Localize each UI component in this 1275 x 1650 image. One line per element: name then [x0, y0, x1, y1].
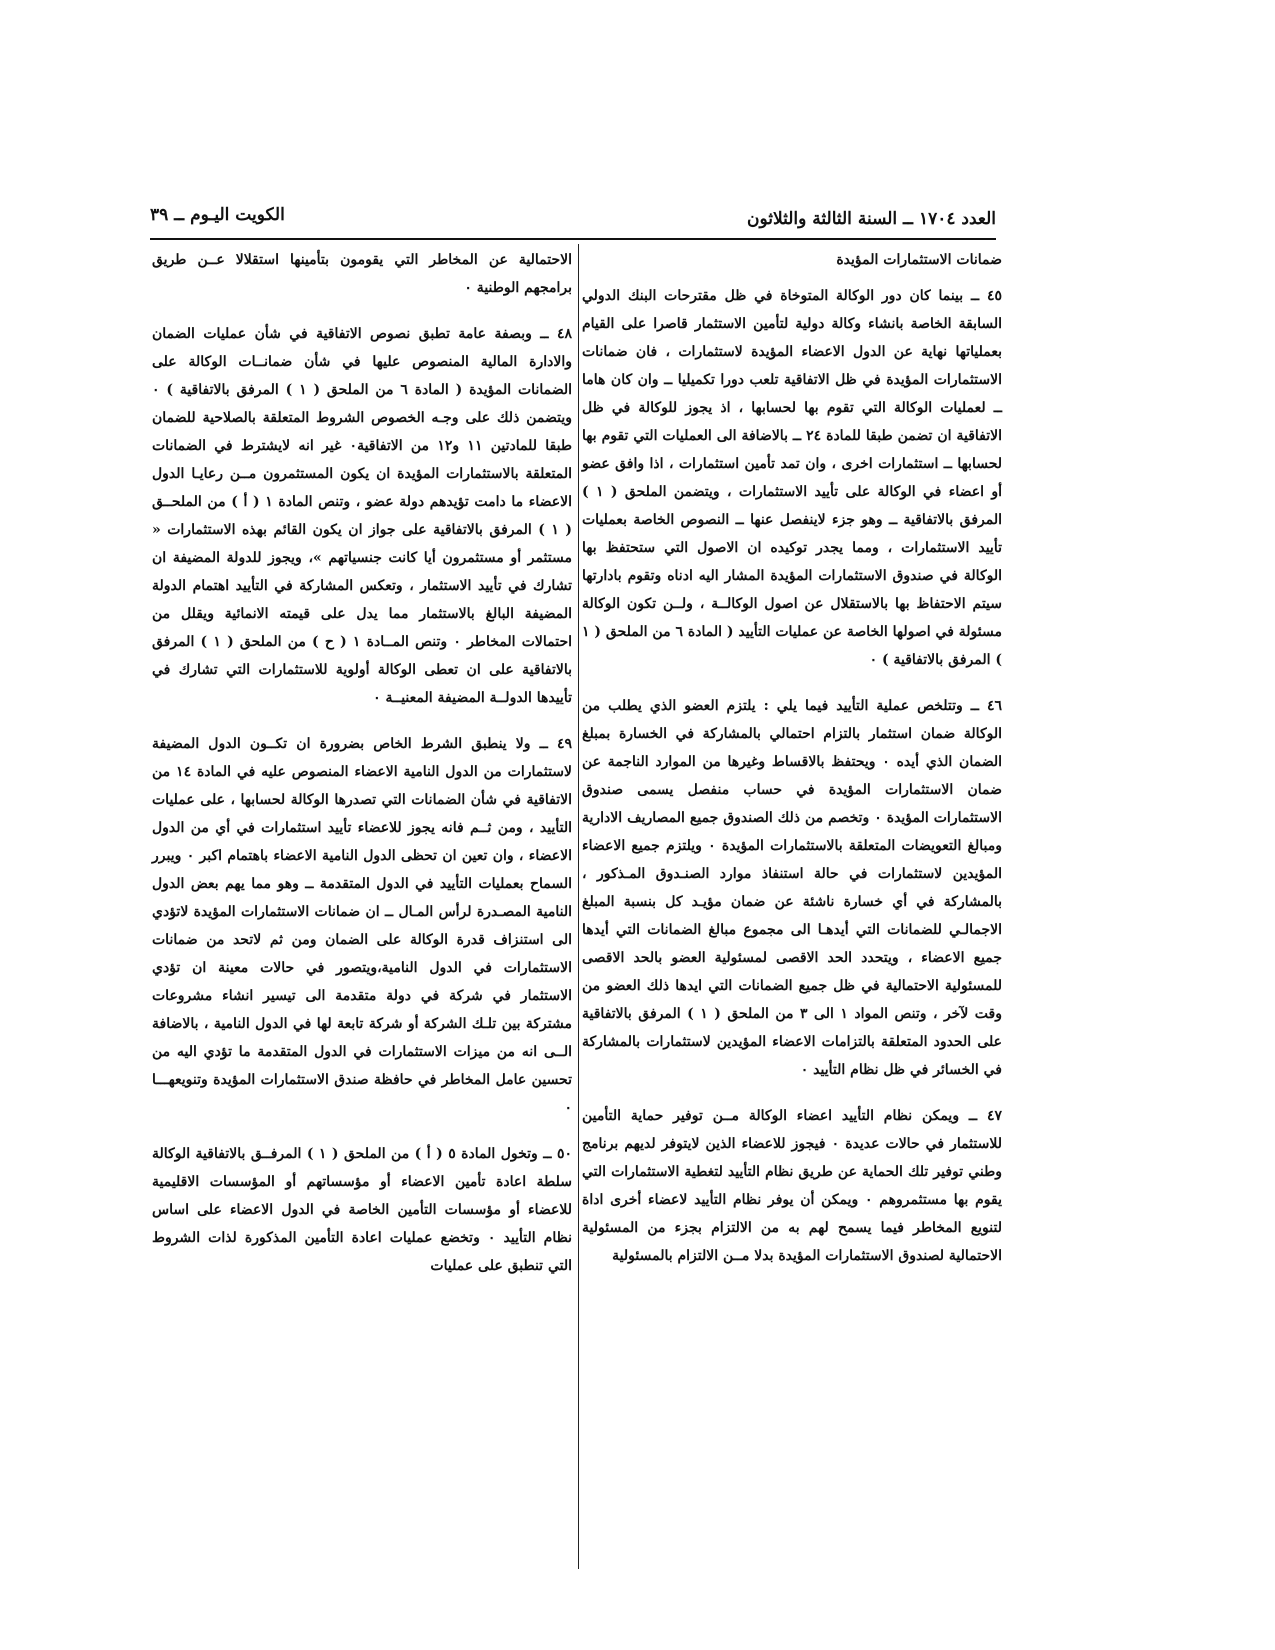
paragraph-47-continued: الاحتمالية عن المخاطر التي يقومون بتأمينها استقلالا عــن طريق برامجهم الوطنية ٠ — [152, 252, 572, 296]
issue-number: العدد ١٧٠٤ ــ السنة الثالثة والثلاثون — [746, 209, 996, 229]
column-divider — [578, 244, 579, 1569]
paragraph-48: ٤٨ ــ وبصفة عامة تطبق نصوص الاتفاقية في شأن عمليات الضمان والادارة المالية المنصوص عليها في شأن ضمانــات الوكالة على الضمانات المؤيدة ( المادة ٦ من الملحق ( ١ ) المرفق بالاتفاقية ) ٠ ويتضمن ذلك على وجـه الخصوص الشروط المتعلقة بالصلاحية للضمان طبقا للمادتين ١١ و١٢ من الاتفاقية٠ غير انه لايشترط في الضمانات المتعلقة بالاستثمارات المؤيدة ان يكون المستثمرون مــن رعايـا الدول الاعضاء ما دامت تؤيدهم دولة عضو ، وتنص المادة ١ ( أ ) من الملحــق ( ١ ) المرفق بالاتفاقية على جواز ان يكون القائم بهذه الاستثمارات « مستثمر أو مستثمرون أيا كانت جنسياتهم »، ويجوز للدولة المضيفة ان تشارك في تأييد الاستثمار ، وتعكس المشاركة في التأييد اهتمام الدولة المضيفة البالغ بالاستثمار مما يدل على قيمته الانمائية ويقلل من احتمالات المخاطر ٠ وتنص المــادة ١ ( ح ) من الملحق ( ١ ) المرفق بالاتفاقية على ان تعطى الوكالة أولوية للاستثمارات التي تشارك في تأييدها الدولــة المضيفة المعنيــة ٠ — [152, 326, 573, 706]
page-header — [150, 203, 996, 233]
header-rule — [150, 238, 996, 240]
paragraph-50: ٥٠ ــ وتخول المادة ٥ ( أ ) من الملحق ( ١ ) المرفــق بالاتفاقية الوكالة سلطة اعادة تأمين الاعضاء أو مؤسساتهم أو المؤسسات الاقليمية للاعضاء أو مؤسسات التأمين الخاصة في الدول الاعضاء على اساس نظام التأييد ٠ وتخضع عمليات اعادة التأمين المذكورة لذات الشروط التي تنطبق على عمليات — [152, 1146, 572, 1274]
paragraph-45: ٤٥ ــ بينما كان دور الوكالة المتوخاة في ظل مقترحات البنك الدولي السابقة الخاصة بانشاء وكالة دولية لتأمين الاستثمار قاصرا على القيام بعملياتها نهاية عن الدول الاعضاء المؤيدة لاستثمارات ، فان ضمانات الاستثمارات المؤيدة في ظل الاتفاقية تلعب دورا تكميليا ــ وان كان هاما ــ لعمليات الوكالة التي تقوم بها لحسابها ، اذ يجوز للوكالة في ظل الاتفاقية ان تضمن طبقا للمادة ٢٤ ــ بالاضافة الى العمليات التي تقوم بها لحسابها ــ استثمارات اخرى ، وان تمد تأمين استثمارات ، اذا وافق عضو أو اعضاء في الوكالة على تأييد الاستثمارات ، ويتضمن الملحق ( ١ ) المرفق بالاتفاقية ــ وهو جزء لاينفصل عنها ــ النصوص الخاصة بعمليات تأييد الاستثمارات ، ومما يجدر توكيده ان الاصول التي ستحتفظ بها الوكالة في صندوق الاستثمارات المؤيدة المشار اليه ادناه وتقوم بادارتها سيتم الاحتفاظ بها بالاستقلال عن اصول الوكالــة ، ولــن تكون الوكالة مسئولة في اصولها الخاصة عن عمليات التأييد ( المادة ٦ من الملحق ( ١ ) المرفق بالاتفاقية ) ٠ — [582, 288, 1002, 668]
left-column — [152, 246, 572, 1280]
paragraph-46: ٤٦ ــ وتتلخص عملية التأييد فيما يلي : يلتزم العضو الذي يطلب من الوكالة ضمان استثمار بالتزام احتمالي بالمشاركة في الخسارة بمبلغ الضمان الذي أيده ٠ ويحتفظ بالاقساط وغيرها من الموارد الناجمة عن ضمان الاستثمارات المؤيدة في حساب منفصل يسمى صندوق الاستثمارات المؤيدة ٠ وتخصم من ذلك الصندوق جميع المصاريف الادارية ومبالغ التعويضات المتعلقة بالاستثمارات المؤيدة ٠ ويلتزم جميع الاعضاء المؤيدين لاستثمارات في حالة استنفاذ موارد الصنـدوق المـذكور ، بالمشاركة في أي خسارة ناشئة عن ضمان مؤيـد كل بنسبة المبلغ الاجمالـي للضمانات التي أيدهـا الى مجموع مبالغ الضمانات التي أيدها جميع الاعضاء ، ويتحدد الحد الاقصى لمسئولية العضو بالحد الاقصى للمسئولية الاحتمالية في ظل جميع الضمانات التي ايدها ذلك العضو من وقت لآخر ، وتنص المواد ١ الى ٣ من الملحق ( ١ ) المرفق بالاتفاقية على الحدود المتعلقة بالتزامات الاعضاء المؤيدين لاستثمارات بالمشاركة في الخسائر في ظل نظام التأييد ٠ — [582, 698, 1003, 1078]
section-title: ضمانات الاستثمارات المؤيدة — [836, 252, 1002, 268]
paragraph-49: ٤٩ ــ ولا ينطبق الشرط الخاص بضرورة ان تكــون الدول المضيفة لاستثمارات من الدول النامية الاعضاء المنصوص عليه في المادة ١٤ من الاتفاقية في شأن الضمانات التي تصدرها الوكالة لحسابها ، على عمليات التأييد ، ومن ثــم فانه يجوز للاعضاء تأييد استثمارات في أي من الدول الاعضاء ، وان تعين ان تحظى الدول النامية الاعضاء باهتمام اكبر ٠ ويبرر السماح بعمليات التأييد في الدول المتقدمة ــ وهو مما يهم بعض الدول النامية المصـدرة لرأس المـال ــ ان ضمانات الاستثمارات المؤيدة لاتؤدي الى استنزاف قدرة الوكالة على الضمان ومن ثم لاتحد من ضمانات الاستثمارات في الدول النامية،ويتصور في حالات معينة ان تؤدي الاستثمار في شركة في دولة متقدمة الى تيسير انشاء مشروعات مشتركة بين تلـك الشركة أو شركة تابعة لها في الدول النامية ، بالاضافة الــى انه من ميزات الاستثمارات في الدول المتقدمة ما تؤدي اليه من تحسين عامل المخاطر في حافظة صندق الاستثمارات المؤيدة وتنويعهـــا ٠ — [152, 736, 573, 1116]
paragraph-47: ٤٧ ــ ويمكن نظام التأييد اعضاء الوكالة مــن توفير حماية التأمين للاستثمار في حالات عديدة ٠ فيجوز للاعضاء الذين لايتوفر لديهم برنامج وطني توفير تلك الحماية عن طريق نظام التأييد لتغطية الاستثمارات التي يقوم بها مستثمروهم ٠ ويمكن أن يوفر نظام التأييد لاعضاء أخرى اداة لتنويع المخاطر فيما يسمح لهم به من الالتزام بجزء من المسئولية الاحتمالية لصندوق الاستثمارات المؤيدة بدلا مــن الالتزام بالمسئولية — [582, 1108, 1002, 1264]
page-number: الكويت اليـوم ــ ٣٩ — [150, 205, 285, 225]
right-column — [582, 246, 1002, 1270]
